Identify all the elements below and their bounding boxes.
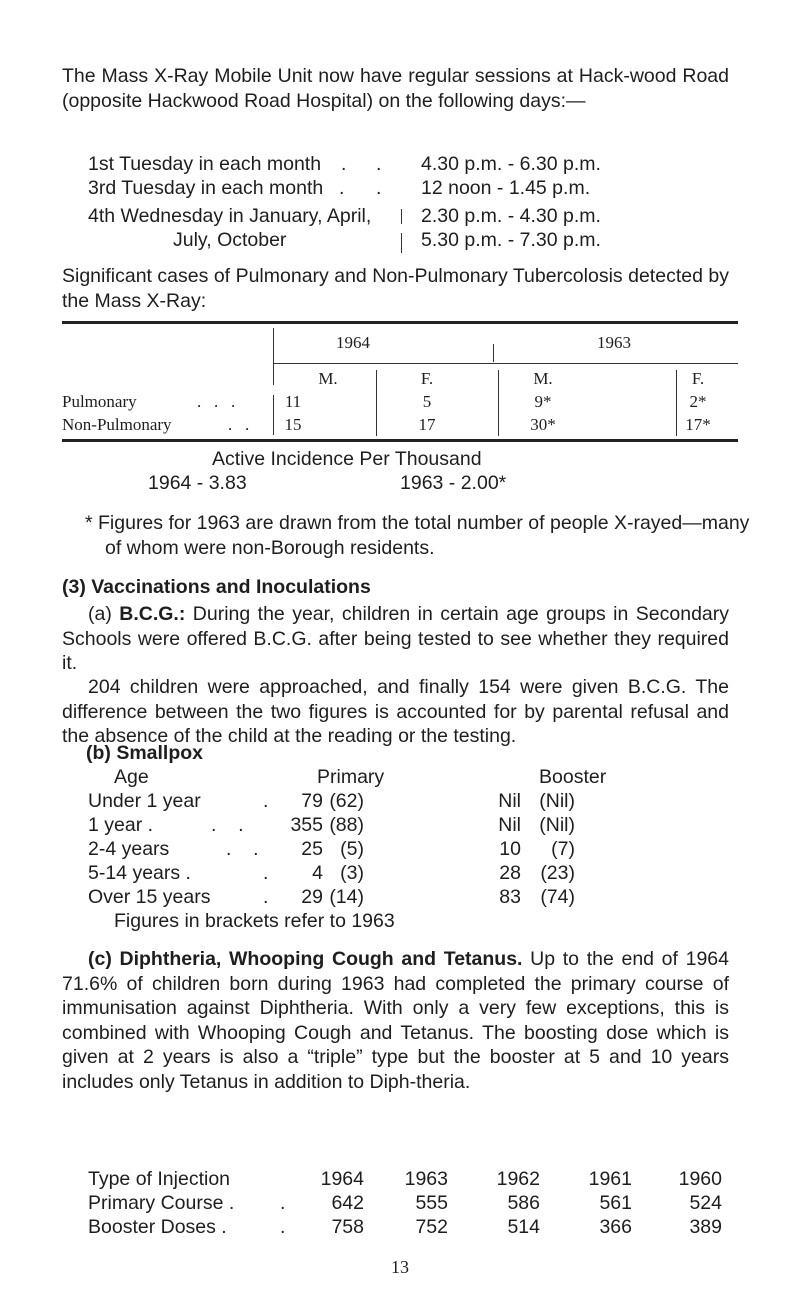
injection-cell: 514 [507, 1216, 540, 1238]
injection-header-1961: 1961 [588, 1168, 632, 1190]
cell-pulm-f-1963: 2* [689, 392, 707, 411]
bcg-paragraph: (a) B.C.G.: During the year, children in certain age groups in Secondary Schools were offered B.C.G. after being tested to see whether they required it. [62, 603, 730, 674]
cell-nonpulm-f-1964: 17 [418, 415, 436, 434]
smallpox-booster-1963: (Nil) [539, 814, 575, 836]
bcg-paragraph-2: 204 children were approached, and finally 154 were given B.C.G. The difference between the two figures is accounted for by parental refusal and the absence of the child at the reading or the testing. [62, 676, 729, 747]
diphtheria-heading: (c) Diphtheria, Whooping Cough and Tetanus. [88, 948, 523, 970]
smallpox-age: 5-14 years . [88, 862, 191, 884]
session-time-4: 5.30 p.m. - 7.30 p.m. [421, 229, 601, 251]
dot-leader: . [263, 790, 269, 812]
brace-line-bottom [401, 233, 402, 253]
sex-header-f-1963: F. [691, 369, 705, 388]
cell-nonpulm-m-1963: 30* [530, 415, 556, 434]
session-day-2: 3rd Tuesday in each month [88, 177, 324, 199]
dot-leader: . [376, 177, 382, 199]
injection-cell: 389 [689, 1216, 722, 1238]
brace-line-top [401, 209, 402, 224]
dot-leader: . [280, 1192, 286, 1214]
session-time-1: 4.30 p.m. - 6.30 p.m. [421, 153, 601, 175]
smallpox-booster: Nil [498, 814, 521, 836]
injection-header-1963: 1963 [404, 1168, 448, 1190]
bcg-label: B.C.G.: [119, 603, 186, 625]
smallpox-booster: 83 [499, 886, 521, 908]
dot-leader: . [341, 153, 347, 175]
bcg-text: During the year, children in certain age groups in Secondary Schools were offered B.C.G. after being tested to see whether they required it. [62, 603, 730, 674]
cell-nonpulm-f-1963: 17* [685, 415, 711, 434]
dot-leader: . . [226, 838, 259, 860]
significant-paragraph: Significant cases of Pulmonary and Non-Pulmonary Tubercolosis detected by the Mass X-Ray: [62, 265, 729, 312]
cell-pulm-f-1964: 5 [422, 392, 432, 411]
table-divider-left-lower [273, 395, 274, 435]
row-label-pulmonary: Pulmonary [62, 392, 137, 411]
sex-header-f-1964: F. [420, 369, 434, 388]
smallpox-primary-1963: (62) [329, 790, 364, 812]
cell-pulm-m-1963: 9* [534, 392, 552, 411]
smallpox-primary: 355 [290, 814, 323, 836]
table-top-rule [62, 321, 738, 324]
dot-leader: . . [228, 415, 250, 434]
cell-pulm-m-1964: 11 [284, 392, 302, 411]
row-label-non-pulmonary: Non-Pulmonary [62, 415, 172, 434]
smallpox-primary: 79 [301, 790, 323, 812]
injection-cell: 561 [599, 1192, 632, 1214]
dot-leader: . [339, 177, 345, 199]
page-number: 13 [391, 1257, 409, 1277]
dot-leader: . [280, 1216, 286, 1238]
year-header-1963: 1963 [597, 333, 631, 352]
smallpox-note: Figures in brackets refer to 1963 [114, 910, 395, 932]
session-time-3: 2.30 p.m. - 4.30 p.m. [421, 205, 601, 227]
session-time-2: 12 noon - 1.45 p.m. [421, 177, 591, 199]
dot-leader: . . [211, 814, 244, 836]
table-divider-col2 [376, 370, 377, 436]
injection-row-label: Primary Course . [88, 1192, 235, 1214]
injection-header-1960: 1960 [678, 1168, 722, 1190]
incidence-1963: 1963 - 2.00* [400, 472, 507, 494]
injection-cell: 758 [331, 1216, 364, 1238]
injection-cell: 752 [415, 1216, 448, 1238]
dot-leader: . [376, 153, 382, 175]
smallpox-booster: Nil [498, 790, 521, 812]
dot-leader: . [263, 862, 269, 884]
incidence-1964: 1964 - 3.83 [148, 472, 247, 494]
table-header-rule [273, 363, 738, 364]
smallpox-header-age: Age [114, 766, 149, 788]
smallpox-header-booster: Booster [539, 766, 607, 788]
dot-leader: . [263, 886, 269, 908]
smallpox-age: Over 15 years [88, 886, 211, 908]
injection-cell: 642 [331, 1192, 364, 1214]
table-divider-col3 [498, 370, 499, 436]
table-bottom-rule [62, 439, 738, 442]
smallpox-booster-1963: (23) [540, 862, 575, 884]
smallpox-primary: 29 [301, 886, 323, 908]
injection-cell: 555 [415, 1192, 448, 1214]
sex-header-m-1964: M. [318, 369, 338, 388]
injection-header-1964: 1964 [320, 1168, 364, 1190]
smallpox-booster-1963: (74) [540, 886, 575, 908]
injection-header-type: Type of Injection [88, 1168, 231, 1190]
smallpox-primary-1963: (88) [329, 814, 364, 836]
table-divider-year [493, 344, 494, 362]
smallpox-age: Under 1 year [88, 790, 201, 812]
injection-row-label: Booster Doses . [88, 1216, 227, 1238]
smallpox-title: (b) Smallpox [86, 742, 204, 764]
session-day-4: July, October [173, 229, 287, 251]
smallpox-booster-1963: (Nil) [539, 790, 575, 812]
injection-cell: 524 [689, 1192, 722, 1214]
dot-leader: . . . [197, 392, 236, 411]
smallpox-primary-1963: (3) [340, 862, 364, 884]
smallpox-header-primary: Primary [317, 766, 385, 788]
sex-header-m-1963: M. [533, 369, 553, 388]
intro-paragraph: The Mass X-Ray Mobile Unit now have regular sessions at Hack-wood Road (opposite Hackwood Road Hospital) on the following days:— [62, 65, 729, 112]
smallpox-primary-1963: (14) [329, 886, 364, 908]
smallpox-booster: 10 [499, 838, 521, 860]
injection-cell: 366 [599, 1216, 632, 1238]
smallpox-primary-1963: (5) [340, 838, 364, 860]
diphtheria-paragraph [62, 947, 729, 1094]
cell-nonpulm-m-1964: 15 [284, 415, 302, 434]
table-divider-left [273, 328, 274, 385]
injection-header-1962: 1962 [496, 1168, 540, 1190]
diphtheria-text: Up to the end of 1964 71.6% of children born during 1963 had completed the primary course of immunisation against Diphtheria. With only a very few exceptions, this is combined with Whooping Cough and Tetanus. The boosting dose which is given at 2 years is also a “triple” type but the booster at 5 and 10 years includes only Tetanus in addition to Diph-theria. [62, 948, 729, 1093]
footnote: * Figures for 1963 are drawn from the total number of people X-rayed—many of whom were non-Borough residents. [85, 512, 750, 559]
session-day-1: 1st Tuesday in each month [88, 153, 322, 175]
smallpox-booster-1963: (7) [551, 838, 575, 860]
smallpox-age: 2-4 years [88, 838, 170, 860]
smallpox-age: 1 year . [88, 814, 154, 836]
smallpox-primary: 4 [312, 862, 323, 884]
injection-cell: 586 [507, 1192, 540, 1214]
section-3-heading: (3) Vaccinations and Inoculations [62, 576, 371, 598]
smallpox-primary: 25 [301, 838, 323, 860]
session-day-3: 4th Wednesday in January, April, [88, 205, 372, 227]
smallpox-booster: 28 [499, 862, 521, 884]
incidence-title: Active Incidence Per Thousand [212, 448, 482, 470]
year-header-1964: 1964 [336, 333, 370, 352]
